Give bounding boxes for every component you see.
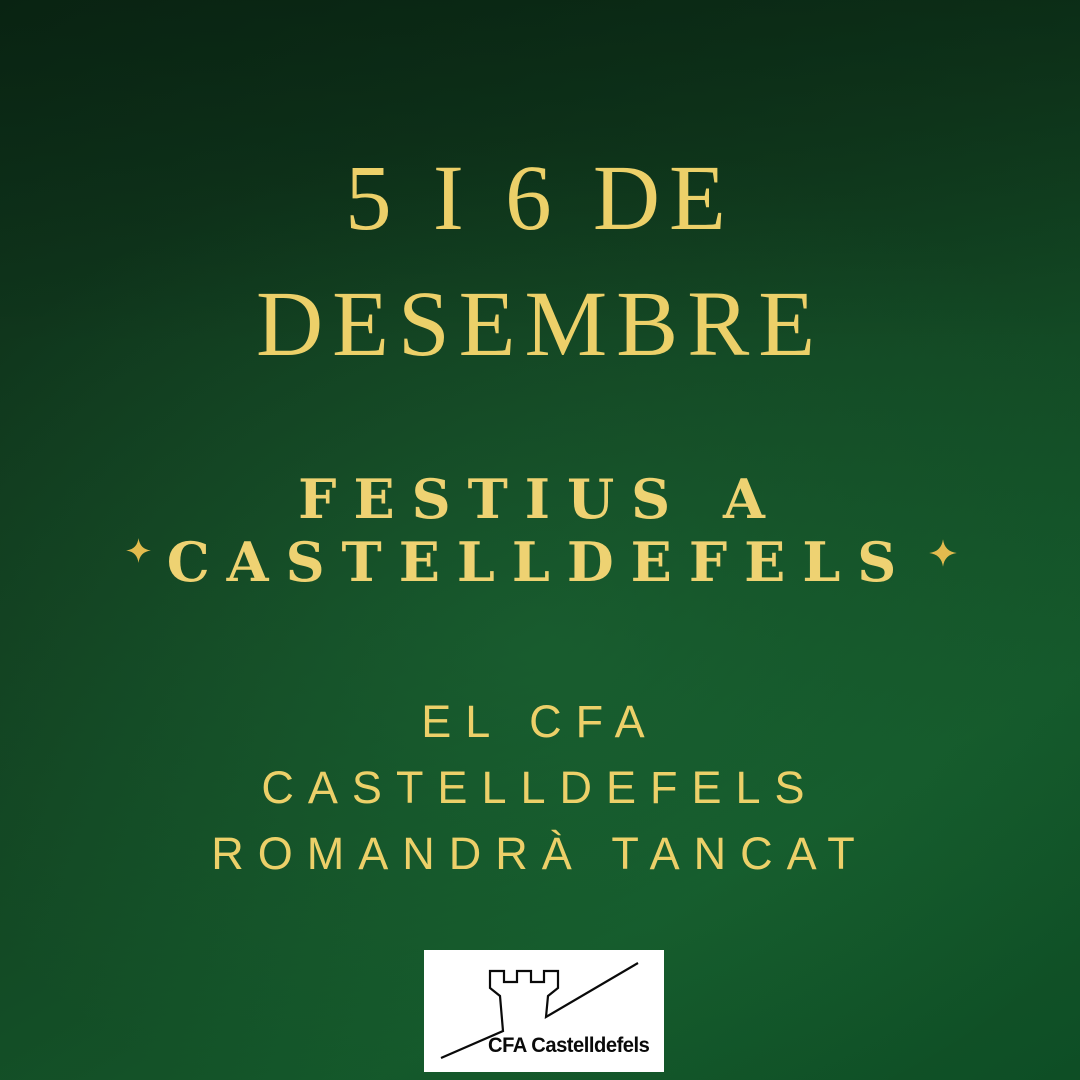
announcement-line-3: ROMANDRÀ TANCAT [211,828,869,879]
announcement-line-1: EL CFA [421,696,659,747]
announcement-line-2: CASTELLDEFELS [261,762,819,813]
announcement-text [0,689,1080,887]
title-line-2: DESEMBRE [255,273,825,376]
logo-cfa-castelldefels [424,950,664,1072]
subtitle-line-2: CASTELLDEFELS [166,530,914,594]
subtitle-line-1: FESTIUS A [298,467,782,531]
subtitle [0,468,1080,594]
title-line-1: 5 I 6 DE [345,147,735,250]
title [0,136,1080,388]
logo-text: CFA Castelldefels [488,1034,650,1057]
